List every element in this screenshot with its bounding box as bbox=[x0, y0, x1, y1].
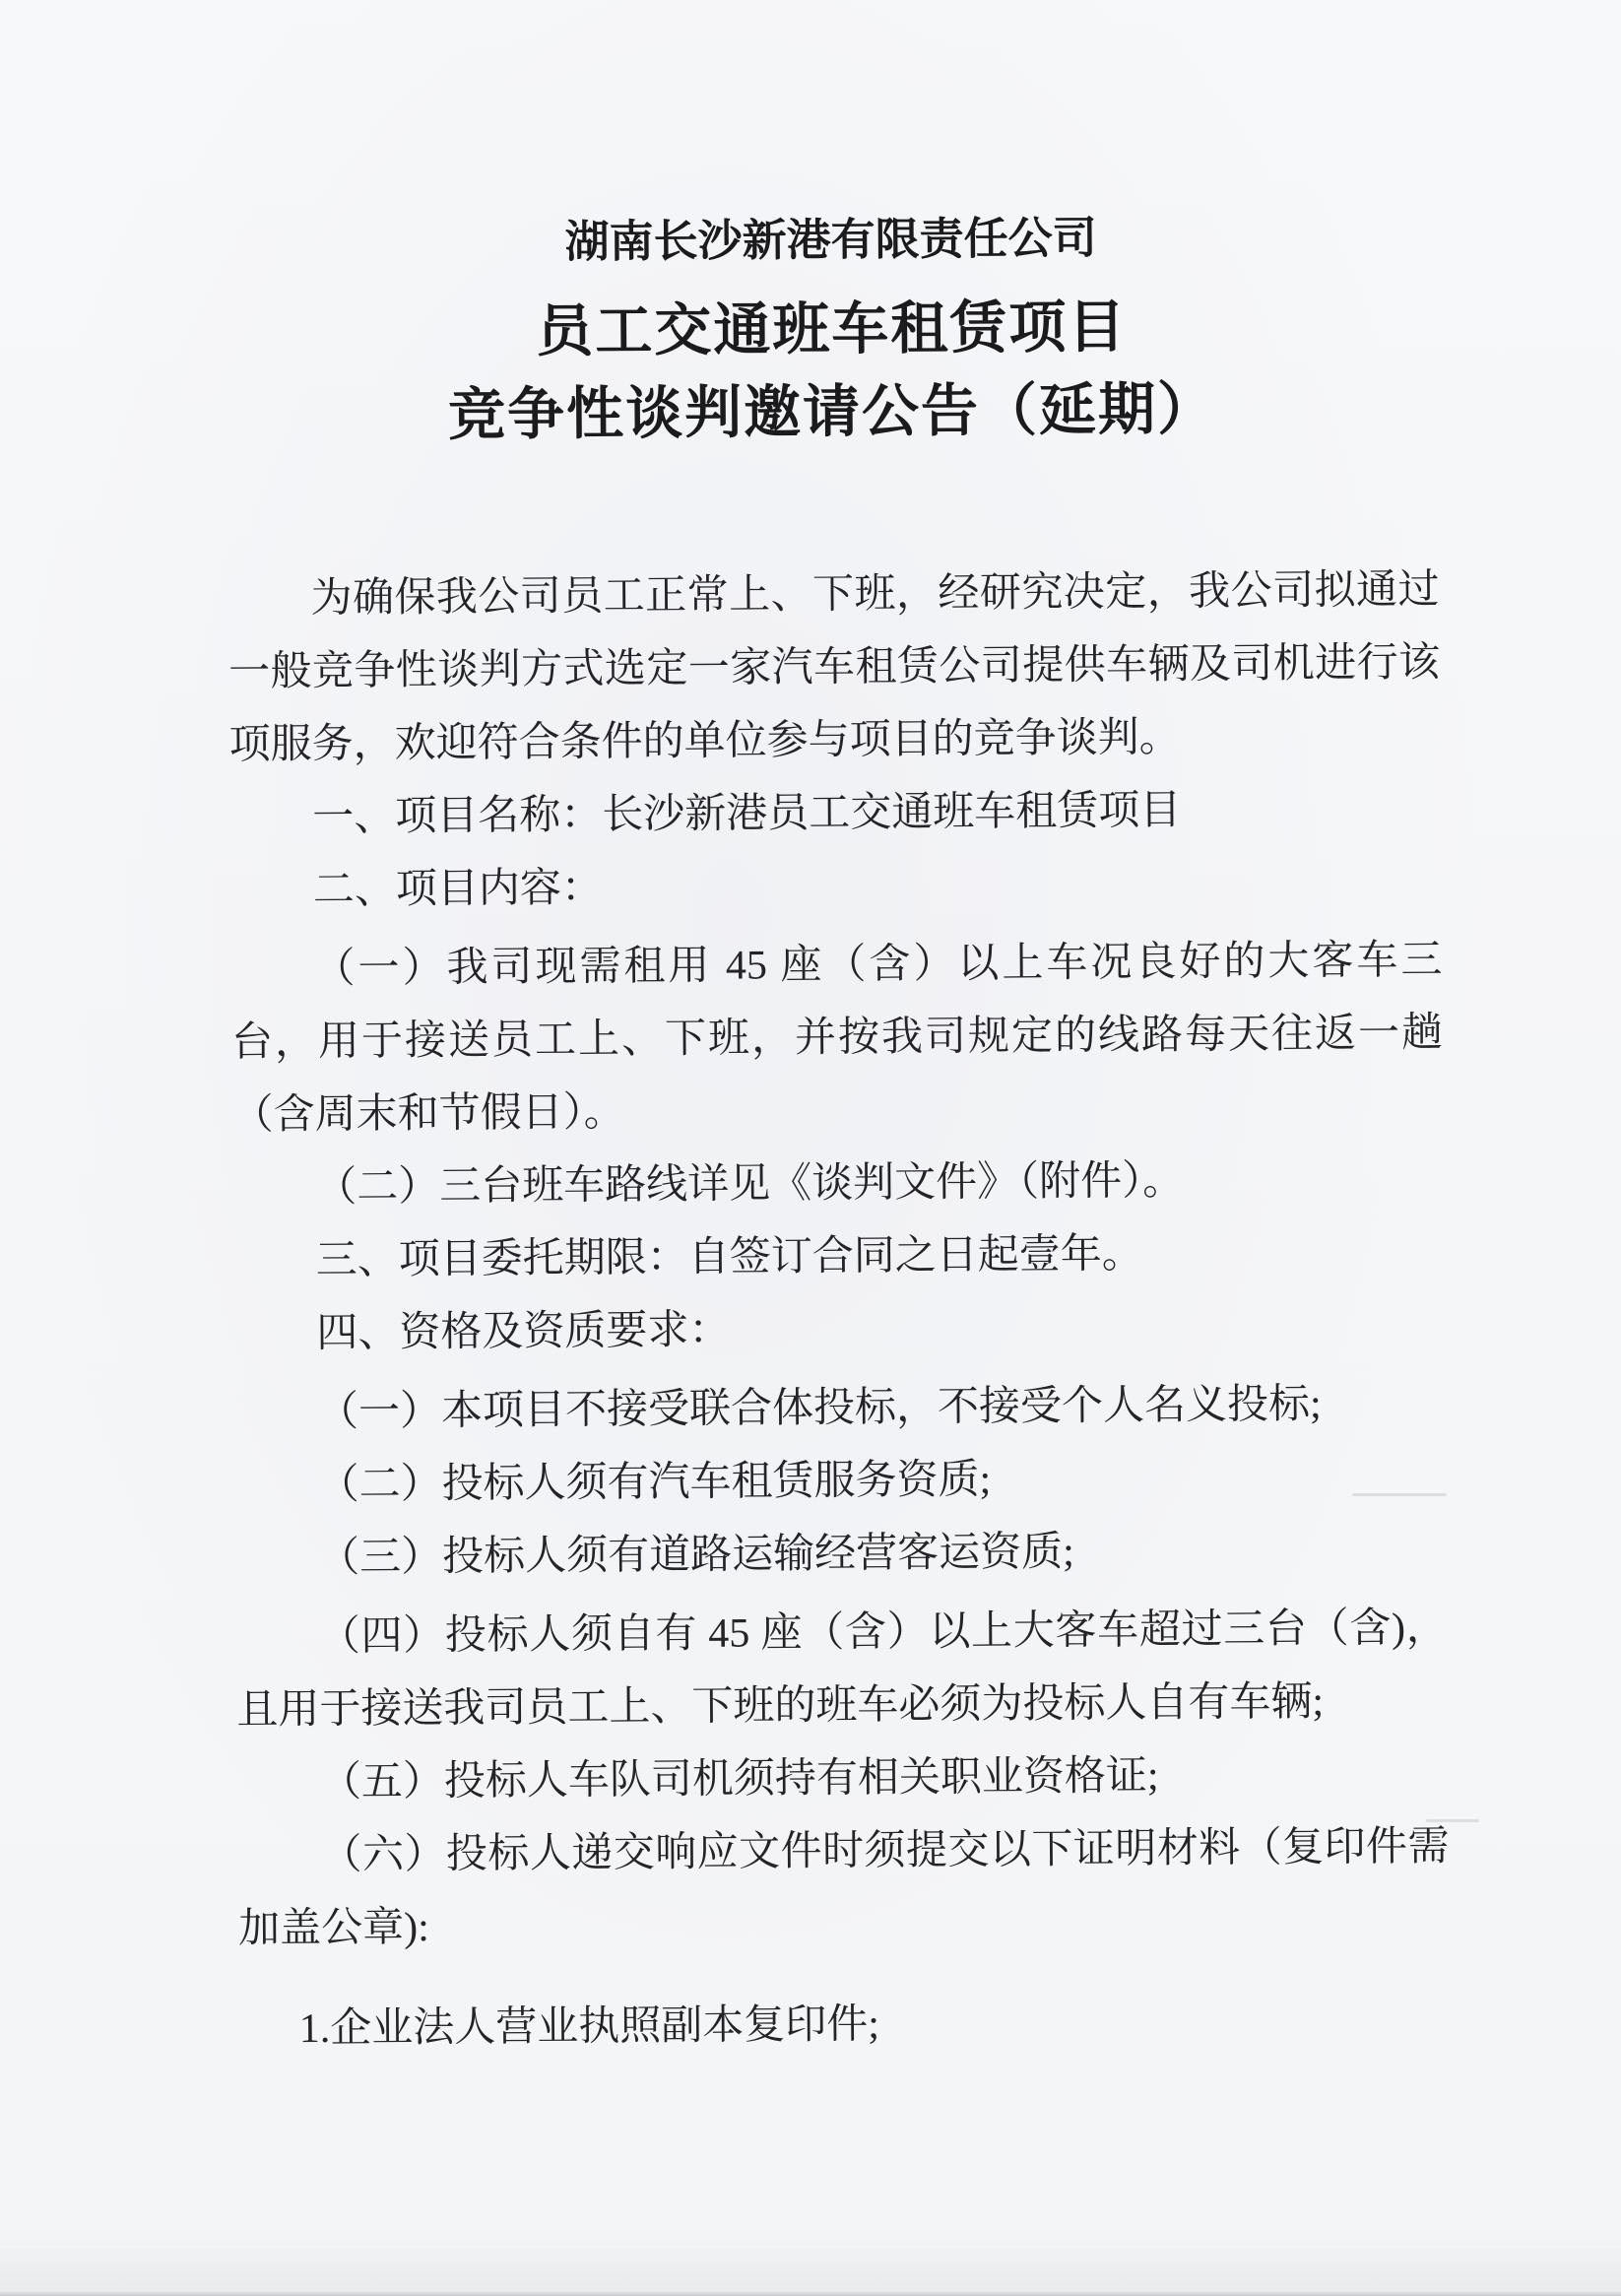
item-4-6-1-business-license: 1.企业法人营业执照副本复印件; bbox=[298, 2001, 880, 2053]
paragraph-intro: 为确保我公司员工正常上、下班，经研究决定，我公司拟通过一般竞争性谈判方式选定一家汽车租赁公司提供车辆及司机进行该项服务，欢迎符合条件的单位参与项目的竞争谈判。 bbox=[227, 566, 1441, 768]
item-1-project-name: 一、项目名称：长沙新港员工交通班车租赁项目 bbox=[312, 788, 1182, 840]
document-title-announcement: 竞争性谈判邀请公告（延期） bbox=[447, 376, 1217, 447]
document-header bbox=[226, 214, 1439, 446]
paper-bottom-edge bbox=[0, 2291, 1621, 2296]
item-2-2-bus-routes: （二）三台班车路线详见《谈判文件》（附件）。 bbox=[315, 1158, 1185, 1211]
item-3-contract-term: 三、项目委托期限：自签订合同之日起壹年。 bbox=[315, 1231, 1143, 1283]
item-4-1-no-consortium: （一）本项目不接受联合体投标，不接受个人名义投标; bbox=[316, 1381, 1322, 1435]
scan-artifact bbox=[1426, 1819, 1479, 1822]
document-body bbox=[227, 554, 1451, 2066]
company-name: 湖南长沙新港有限责任公司 bbox=[564, 213, 1097, 267]
item-2-1-bus-requirement: （一）我司现需租用 45 座（含）以上车况良好的大客车三台，用于接送员工上、下班，并按我司规定的线路每天往返一趟（含周末和节假日）。 bbox=[230, 937, 1444, 1139]
item-4-qualification-requirements: 四、资格及资质要求： bbox=[316, 1307, 731, 1356]
item-4-4-owned-vehicles: （四）投标人须自有 45 座（含）以上大客车超过三台（含)，且用于接送我司员工上、下班的班车必须为投标人自有车辆; bbox=[236, 1605, 1448, 1734]
document-title-project: 员工交通班车租赁项目 bbox=[536, 295, 1128, 364]
item-4-2-rental-qualification: （二）投标人须有汽车租赁服务资质; bbox=[317, 1457, 992, 1508]
item-4-6-required-documents: （六）投标人递交响应文件时须提交以下证明材料（复印件需加盖公章): bbox=[237, 1823, 1450, 1952]
item-2-project-content: 二、项目内容： bbox=[312, 865, 604, 913]
item-4-3-transport-qualification: （三）投标人须有道路运输经营客运资质; bbox=[317, 1529, 1074, 1581]
item-4-5-driver-certificates: （五）投标人车队司机须持有相关职业资格证; bbox=[319, 1753, 1159, 1805]
scan-artifact bbox=[1352, 1493, 1447, 1496]
